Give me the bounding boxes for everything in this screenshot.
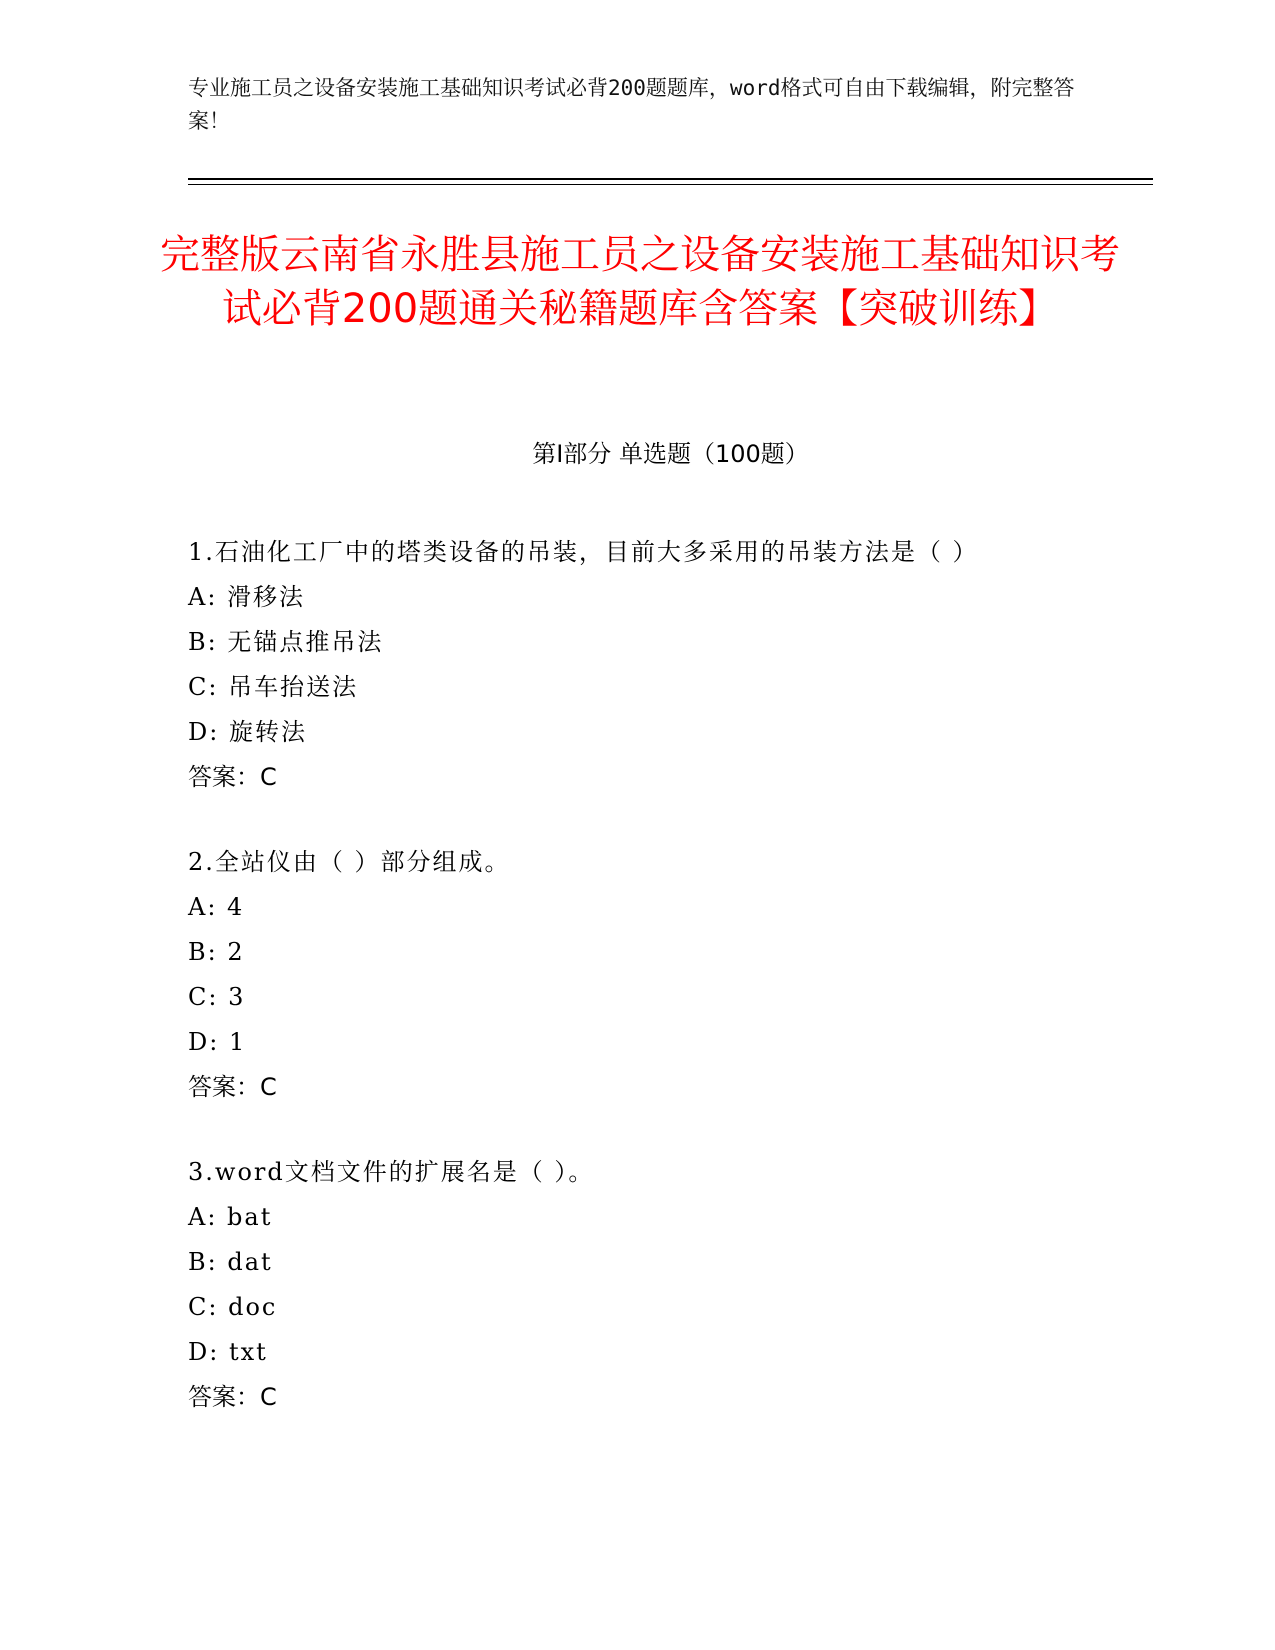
question-answer: 答案：C	[188, 763, 277, 791]
option-b: B: dat	[188, 1248, 273, 1276]
question-item	[188, 530, 1153, 800]
question-stem: 1.石油化工厂中的塔类设备的吊装，目前大多采用的吊装方法是（ ）	[188, 538, 979, 566]
option-d: D: 旋转法	[188, 718, 307, 746]
header-note: 专业施工员之设备安装施工基础知识考试必背200题题库，word格式可自由下载编辑，附完整答案！	[188, 76, 1075, 133]
option-b: B: 无锚点推吊法	[188, 628, 384, 656]
question-list	[188, 530, 1153, 1460]
question-stem: 3.word文档文件的扩展名是（ ）。	[188, 1158, 595, 1186]
header-divider-thin	[188, 184, 1153, 185]
question-answer: 答案：C	[188, 1383, 277, 1411]
option-d: D: txt	[188, 1338, 268, 1366]
option-d: D: 1	[188, 1028, 247, 1056]
header-divider-thick	[188, 178, 1153, 180]
question-item	[188, 840, 1153, 1110]
section-title: 第Ⅰ部分 单选题（100题）	[532, 440, 809, 468]
option-a: A: 滑移法	[188, 583, 306, 611]
option-b: B: 2	[188, 938, 245, 966]
document-title: 完整版云南省永胜县施工员之设备安装施工基础知识考试必背200题通关秘籍题库含答案【突破训练】	[160, 232, 1120, 332]
question-item	[188, 1150, 1153, 1420]
question-stem: 2.全站仪由（ ）部分组成。	[188, 848, 511, 876]
option-c: C: 3	[188, 983, 246, 1011]
option-c: C: 吊车抬送法	[188, 673, 359, 701]
option-a: A: bat	[188, 1203, 273, 1231]
question-answer: 答案：C	[188, 1073, 277, 1101]
option-a: A: 4	[188, 893, 245, 921]
option-c: C: doc	[188, 1293, 278, 1321]
